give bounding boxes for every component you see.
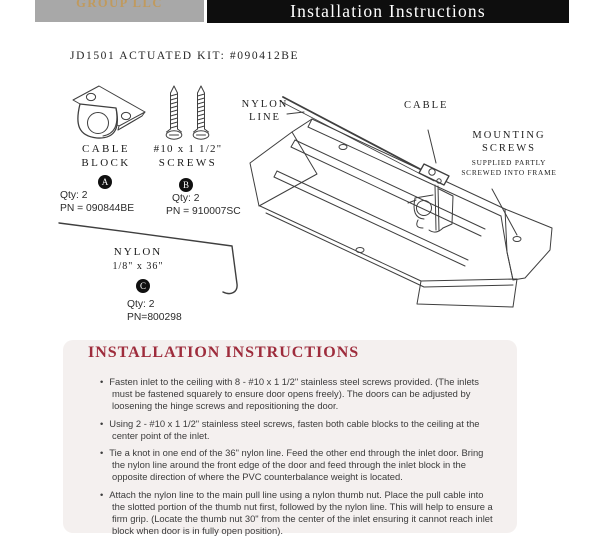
door-panel bbox=[260, 140, 485, 287]
cable-block-qty-pn: Qty: 2 PN = 090844BE bbox=[60, 190, 135, 214]
screws-qty-pn: Qty: 2 PN = 910007SC bbox=[166, 193, 241, 217]
kit-title: JD1501 ACTUATED KIT: #090412BE bbox=[70, 50, 300, 62]
instructions-list bbox=[100, 376, 497, 540]
instruction-item: • Tie a knot in one end of the 36" nylon line. Feed the other end through the inlet door. Bring the nylon line around the front edge of the door and feed through the inlet block in the opposite direction of where the PVC counterbalance weight is located. bbox=[112, 447, 497, 484]
screws-label: #10 x 1 1/2" SCREWS bbox=[153, 143, 223, 169]
company-logo-text: GROUP LLC bbox=[76, 0, 163, 10]
inlet-door-diagram bbox=[240, 92, 596, 332]
nylon-line-callout: NYLON LINE bbox=[241, 99, 289, 123]
cable-block-icon bbox=[68, 83, 150, 143]
instruction-item: • Using 2 - #10 x 1 1/2" stainless steel screws, fasten both cable blocks to the ceiling at the center point of the inlet. bbox=[112, 418, 497, 442]
cable-callout: CABLE bbox=[404, 100, 449, 111]
instruction-item: • Fasten inlet to the ceiling with 8 - #10 x 1 1/2" stainless steel screws provided. (The inlets must be fastened squarely to ensure door opens freely). The doors can be adjusted by loosening the hinge screws and repositioning the door. bbox=[112, 376, 497, 413]
instruction-item: • Attach the nylon line to the main pull line using a nylon thumb nut. Place the pull cable into the slotted portion of the thumb nut first, followed by the nylon line. This will help to ensure a firm grip. (Locate the thumb nut 30" from the center of the inlet ensuring it cannot reach inlet block when door is in fully open position). bbox=[112, 489, 497, 538]
door-left-fin bbox=[250, 119, 317, 206]
cable-bracket bbox=[408, 164, 453, 232]
badge-a: A bbox=[98, 175, 112, 189]
screws-icon bbox=[161, 81, 215, 143]
document-title-bar bbox=[207, 0, 569, 23]
badge-c: C bbox=[136, 279, 150, 293]
nylon-label: NYLON 1/8" x 36" bbox=[112, 246, 164, 272]
mounting-screws-callout: MOUNTING SCREWS SUPPLIED PARTLY SCREWED INTO FRAME bbox=[461, 130, 557, 177]
document-title: Installation Instructions bbox=[290, 1, 486, 21]
badge-b: B bbox=[179, 178, 193, 192]
door-bottom-flange bbox=[417, 279, 517, 307]
nylon-qty-pn: Qty: 2 PN=800298 bbox=[127, 299, 182, 323]
instructions-title: INSTALLATION INSTRUCTIONS bbox=[88, 344, 360, 361]
cable-block-label: CABLE BLOCK bbox=[81, 143, 131, 169]
instructions-panel bbox=[63, 340, 517, 537]
company-logo-box bbox=[35, 0, 204, 22]
